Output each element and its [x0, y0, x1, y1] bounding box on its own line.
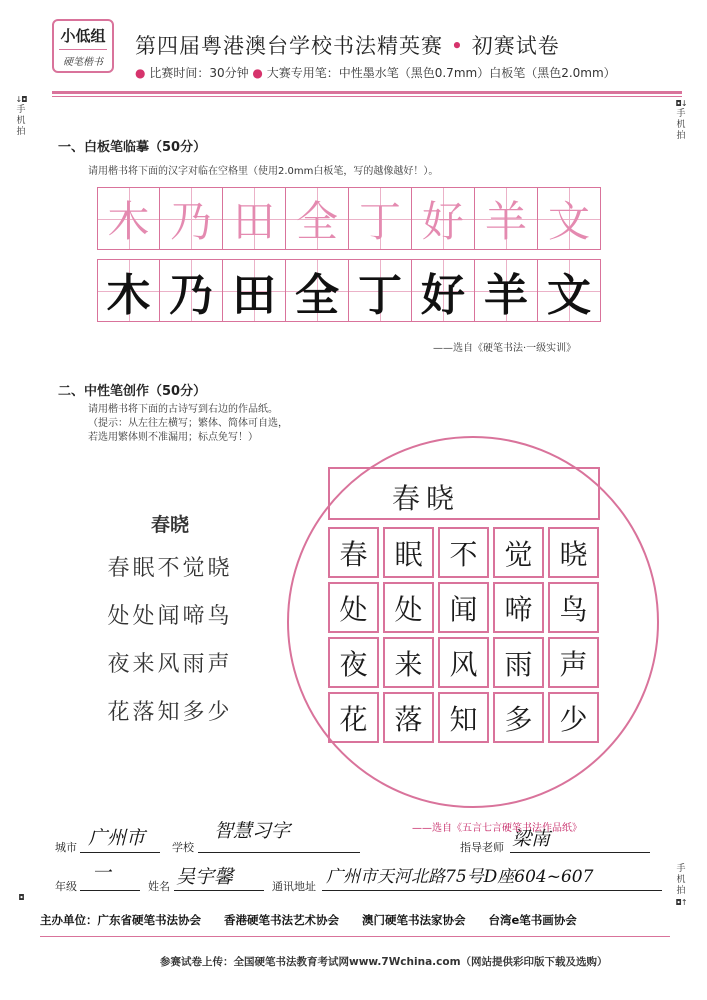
upload-note: 参赛试卷上传：全国硬笔书法教育考试网www.7Wchina.com（网站提供彩印版下载及选购） [160, 956, 608, 968]
phone-shoot-label: 手机拍 [676, 864, 686, 896]
grid-cell[interactable]: 啼 [493, 582, 544, 633]
grid-cell[interactable]: 晓 [548, 527, 599, 578]
written-cell[interactable] [97, 259, 160, 322]
trace-char: 羊 [484, 196, 527, 246]
trace-char: 木 [107, 196, 150, 246]
camera-arrow-icon: ◘↑ [675, 898, 687, 907]
written-char: 全 [295, 269, 339, 321]
city-underline [80, 852, 160, 853]
written-char: 羊 [484, 269, 528, 321]
camera-icon: ◘ [18, 893, 24, 902]
written-cell[interactable] [160, 259, 223, 322]
school-field[interactable]: 智慧习字 [214, 820, 291, 842]
grade-field[interactable]: 一 [92, 862, 112, 884]
grid-cell[interactable]: 夜 [328, 637, 379, 688]
trace-cell[interactable] [97, 187, 160, 250]
camera-marker-bottom-left [14, 892, 28, 903]
trace-char: 文 [547, 196, 590, 246]
trace-char: 田 [232, 196, 275, 246]
trace-row [97, 187, 601, 250]
trace-char: 好 [421, 196, 464, 246]
category-label: 硬笔楷书 [63, 57, 103, 68]
trace-cell[interactable] [160, 187, 223, 250]
camera-arrow-icon: ◘↓ [675, 99, 687, 108]
grid-cell[interactable]: 落 [383, 692, 434, 743]
written-poem-grid [328, 527, 603, 747]
written-cell[interactable] [349, 259, 412, 322]
written-cell[interactable] [223, 259, 286, 322]
exam-info [135, 64, 616, 81]
title-sub: 初赛试卷 [471, 34, 560, 58]
grid-cell[interactable]: 鸟 [548, 582, 599, 633]
exam-time: 比赛时间：30分钟 [149, 66, 249, 80]
grid-row [328, 527, 603, 578]
page-title [135, 30, 560, 60]
school-underline [198, 852, 360, 853]
group-badge [52, 19, 114, 73]
organizers: 主办单位：广东省硬笔书法协会 香港硬笔书法艺术协会 澳门硬笔书法家协会 台湾e笔书画协会 [40, 913, 577, 927]
header-rule-thin [52, 96, 682, 97]
grid-cell[interactable]: 雨 [493, 637, 544, 688]
name-underline [174, 890, 264, 891]
section2-source: ——选自《五言七言硬笔书法作品纸》 [412, 823, 582, 834]
grade-underline [80, 890, 140, 891]
phone-shoot-label: 手机拍 [16, 105, 26, 137]
grid-row [328, 692, 603, 743]
section1-heading: 一、白板笔临摹（50分） [58, 140, 207, 155]
poem-line: 花落知多少 [107, 700, 233, 725]
school-label: 学校 [172, 841, 194, 854]
address-field[interactable]: 广州市天河北路75号D座604~607 [326, 867, 594, 887]
grid-cell[interactable]: 风 [438, 637, 489, 688]
trace-cell[interactable] [223, 187, 286, 250]
grid-row [328, 637, 603, 688]
trace-char: 乃 [169, 196, 212, 246]
written-title-box[interactable] [328, 467, 600, 520]
trace-cell[interactable] [412, 187, 475, 250]
grid-cell[interactable]: 花 [328, 692, 379, 743]
grid-cell[interactable]: 春 [328, 527, 379, 578]
trace-cell[interactable] [538, 187, 601, 250]
teacher-label: 指导老师 [460, 841, 504, 854]
section1-instruction: 请用楷书将下面的汉字对临在空格里（使用2.0mm白板笔，写的越像越好！）。 [88, 166, 439, 177]
poem-line: 处处闻啼鸟 [107, 604, 233, 629]
grid-cell[interactable]: 处 [328, 582, 379, 633]
city-field[interactable]: 广州市 [88, 827, 146, 849]
title-dot: • [450, 34, 465, 58]
grid-cell[interactable]: 闻 [438, 582, 489, 633]
header-rule [52, 91, 682, 94]
badge-divider [59, 49, 107, 50]
grid-cell[interactable]: 声 [548, 637, 599, 688]
written-char: 田 [232, 269, 276, 321]
poem-line: 春眠不觉晓 [107, 556, 233, 581]
exam-pens: 大赛专用笔：中性墨水笔（黑色0.7mm）白板笔（黑色2.0mm） [266, 66, 616, 80]
grid-cell[interactable]: 多 [493, 692, 544, 743]
bullet-icon: ● [135, 66, 146, 80]
poem-line: 夜来风雨声 [107, 652, 233, 677]
bullet-icon: ● [252, 66, 263, 80]
grid-cell[interactable]: 少 [548, 692, 599, 743]
written-char: 好 [421, 269, 465, 321]
address-underline [322, 890, 662, 891]
grid-cell[interactable]: 觉 [493, 527, 544, 578]
written-cell[interactable] [538, 259, 601, 322]
written-char: 木 [106, 269, 151, 321]
phone-shoot-marker-top-left [14, 94, 28, 138]
grid-cell[interactable]: 处 [383, 582, 434, 633]
trace-cell[interactable] [286, 187, 349, 250]
camera-arrow-icon: ↓◘ [15, 95, 27, 104]
teacher-underline [510, 852, 650, 853]
trace-char: 丁 [358, 196, 401, 246]
section1-source: ——选自《硬笔书法·一级实训》 [433, 343, 577, 354]
written-cell[interactable] [286, 259, 349, 322]
trace-char: 全 [295, 196, 338, 246]
grid-cell[interactable]: 不 [438, 527, 489, 578]
instruction-line: 若选用繁体则不准漏用；标点免写！） [88, 432, 258, 443]
group-label: 小低组 [60, 27, 106, 45]
instruction-line: 请用楷书将下面的古诗写到右边的作品纸。 [88, 404, 278, 415]
grid-cell[interactable]: 知 [438, 692, 489, 743]
written-char: 文 [547, 269, 591, 321]
written-cell[interactable] [475, 259, 538, 322]
city-label: 城市 [55, 841, 77, 854]
footer-rule [40, 936, 670, 937]
written-row [97, 259, 601, 322]
phone-shoot-marker-bottom-right [674, 864, 688, 908]
poem-title: 春晓 [150, 514, 189, 536]
title-main: 第四届粤港澳台学校书法精英赛 [135, 34, 443, 58]
written-char: 乃 [169, 269, 213, 321]
phone-shoot-label: 手机拍 [676, 109, 686, 141]
phone-shoot-marker-top-right [674, 98, 688, 142]
address-label: 通讯地址 [272, 880, 316, 893]
written-char: 丁 [358, 269, 402, 321]
grid-cell[interactable]: 眠 [383, 527, 434, 578]
section2-instruction [88, 403, 288, 445]
reference-poem [90, 510, 250, 737]
name-label: 姓名 [148, 880, 170, 893]
teacher-field[interactable]: 梁南 [512, 828, 551, 850]
section2-heading: 二、中性笔创作（50分） [58, 384, 207, 399]
grid-row [328, 582, 603, 633]
grid-cell[interactable]: 来 [383, 637, 434, 688]
grade-label: 年级 [55, 880, 77, 893]
written-cell[interactable] [412, 259, 475, 322]
trace-cell[interactable] [475, 187, 538, 250]
written-title: 春晓 [392, 482, 461, 515]
instruction-line: （提示：从左往左横写；繁体、简体可自选， [88, 418, 288, 429]
trace-cell[interactable] [349, 187, 412, 250]
name-field[interactable]: 吴宇馨 [176, 866, 234, 888]
